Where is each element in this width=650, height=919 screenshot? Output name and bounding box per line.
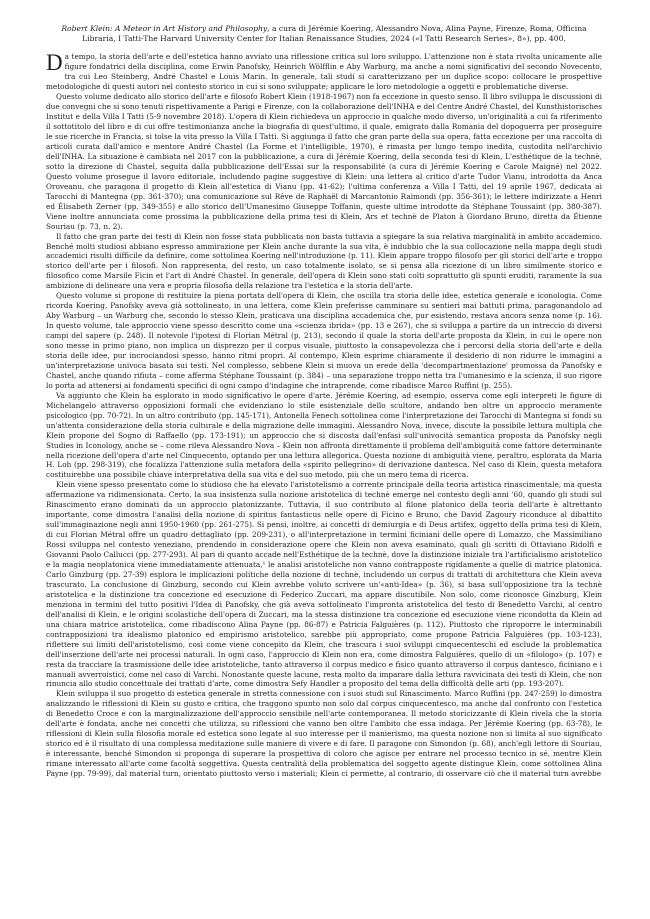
paragraph-2: Questo volume dedicato allo storico dell'arte e filosofo Robert Klein (1918-1967) non fa eccezione in questo senso. Il libro sviluppa le discussioni di due convegni che si sono tenuti rispettivamente a Parigi e Firenze, con la collaborazione dell'INHA e del Centre André Chastel, del Kunsthistorisches Institut e della Villa I Tatti (5-9 novembre 2018). L'opera di Klein richiedeva un approccio in qualche modo diverso, un'originalità a cui fa riferimento il sottotitolo del libro e di cui offre testimonianza anche la biografia di quest'ultimo, il quale, emigrato dalla Romania del dopoguerra per proseguire le sue ricerche in Francia, si tolse la vita presso la Villa I Tatti. Si aggiunga il fatto che gran parte della sua opera, fatta eccezione per una raccolta di articoli curata dall'amico e mentore André Chastel (La Forme et l'intelligible, 1970), è rimasta per lungo tempo inedita, custodita nell'archivio dell'INHA. La situazione è cambiata nel 2017 con la pubblicazione, a cura di Jérémie Koering, della seconda tesi di Klein, L'esthétique de la technè, sotto la direzione di Chastel, seguita dalla pubblicazione dell'Essai sur la responsabilité (a cura di Jérémie Koering e Carole Maigné) nel 2022. Questo volume prosegue il lavoro editoriale, includendo pagine suggestive di Klein: una lettera al critico d'arte Tudor Vianu, introdotta da Anca Oroveanu, che paragona il progetto di Klein all'estetica di Vianu (pp. 41-62); l'ultima conferenza a Villa I Tatti, del 19 aprile 1967, dedicata ai Tarocchi di Mantegna (pp. 361-370); una comunicazione sul Rêve de Raphaël di Marcantonio Raimondi (pp. 356-361); le lettere indirizzate a Henri ed Élisabeth Zerner (pp. 349-355) e allo storico dell'Umanesimo Giuseppe Toffanin, queste ultime introdotte da Stéphane Toussaint (pp. 380-387). Viene inoltre annunciata come prossima la pubblicazione della prima tesi di Klein, Ars et technè de Platon à Giordano Bruno, diretta da Étienne Souriau (p. 73, n. 2). xyxy=(46,92,602,231)
paragraph-6: Klein viene spesso presentato come lo studioso che ha elevato l'aristotelismo a corrente principale della teoria artistica rinascimentale, ma questa affermazione va ridimensionata. Certo, la sua insistenza sulla nozione aristotelica di technè emerge nel contesto degli anni '60, quando gli studi sul Rinascimento erano dominati da un approccio platonizzante. Tuttavia, il suo contributo al filone platonico della teoria dell'arte è altrettanto importante, come dimostra l'analisi della nozione di spiritus fantasticus nelle opere di Ficino e Bruno, che David Zagoury riconduce al dibattito sull'immaginazione negli anni 1950-1960 (pp. 261-275). Si pensi, inoltre, ai concetti di demiurgia e di Deus artifex, oggetto della prima tesi di Klein, di cui Florian Métral offre un quadro dettagliato (pp. 209-231), o all'interpretazione in termini ficiniani delle opere di Lomazzo, che Massimiliano Rossi sviluppa nel contesto veneziano, prendendo in considerazione opere che Klein non aveva esaminato, quali gli scritti di Ottaviano Ridolfi e Giovanni Paolo Callucci (pp. 277-293). Al pari di quanto accade nell'Esthétique de la technè, dove la distinzione iniziale tra l'artificialismo aristotelico e la magia neoplatonica viene immediatamente attenuata,¹ le analisi aristoteliche non vanno contrapposte rigidamente a quelle di matrice platonica. Carlo Ginzburg (pp. 27-39) esplora le implicazioni politiche della nozione di technè, includendo un corpus di trattati di architettura che Klein aveva trascurato. La conclusione di Ginzburg, secondo cui Klein avrebbe voluto scrivere un'«anti-Idea» (p. 36), si basa sull'opposizione tra la technè aristotelica e la distinzione tra concezione ed esecuzione di Federico Zuccari, ma appare discutibile. Non solo, come riconosce Ginzburg, Klein menziona in termini del tutto positivi l'Idea di Panofsky, che già aveva sottolineato l'impronta aristotelica del testo di Benedetto Varchi, al centro dell'analisi di Klein, e le origini scolastiche dell'opera di Zuccari, ma la stessa distinzione tra concezione ed esecuzione viene ricondotta da Klein ad una chiara matrice aristotelica, come ribadiscono Alina Payne (pp. 86-87) e Patricia Falguières (p. 112). Piuttosto che riproporre le interminabili contrapposizioni tra idealismo platonico ed empirismo aristotelico, sarebbe più appropriato, come propone Patricia Falguières (pp. 103-123), riflettere sui limiti dell'aristotelismo, così come viene concepito da Klein, che trascura i suoi sviluppi cinquecenteschi ed esclude la problematica dell'inserzione dell'arte nei processi naturali. In ogni caso, l'approccio di Klein non era, come dimostra Falguières, quello di un «filologo» (p. 107) e resta da tracciare la trasmissione delle idee aristoteliche, tanto attraverso il corpus medico e fisico quanto attraverso il corpus dantesco, ficiniano e i manuali avverroistici, come nel caso di Varchi. Nonostante queste lacune, resta molto da imparare dalla lettura ravvicinata dei testi di Klein, che non rinuncia allo studio concettuale dei trattati d'arte, come dimostra Sefy Handler a proposito del tema della difficoltà delle arti (pp. 193-207). xyxy=(46,480,602,689)
paragraph-1 xyxy=(46,52,602,92)
paragraph-4: Questo volume si propone di restituire la piena portata dell'opera di Klein, che oscilla tra storia delle idee, estetica generale e iconologia. Come ricorda Koering, Panofsky aveva già sottolineato, in una lettera, come Klein preferisse camminare su sentieri mai battuti prima, paragonandolo ad Aby Warburg – un Warburg che, secondo lo stesso Klein, praticava una disciplina accademica che, pur esistendo, restava ancora senza nome (p. 16). In questo volume, tale approccio viene spesso descritto come una «scienza ibrida» (pp. 13 e 267), che si sviluppa a partire da un intreccio di diversi campi del sapere (p. 248). Il notevole l'ipotesi di Florian Métral (p. 213), secondo il quale la storia dell'arte proposta da Klein, in cui le opere non sono messe in primo piano, non implica un disprezzo per il corpus visuale, piuttosto la consapevolezza che i percorsi della storia dell'arte e della storia delle idee, pur incrociandosi spesso, hanno ritmi propri. Al contempo, Klein esprime chiaramente il desiderio di non ridurre le immagini a un'interpretazione univoca basata sui testi. Nel complesso, sebbene Klein si muova un erede della 'decompartmentazione' promossa da Panofsky e Chastel, anche quando rifiuta – come afferma Stéphane Toussaint (p. 384) – una separazione troppo netta tra l'umanesimo e la scienza, il suo rigore lo porta ad attenersi ai fondamenti specifici di ogni campo d'indagine che intraprende, come ribadisce Marco Ruffini (p. 255). xyxy=(46,291,602,390)
book-title: Robert Klein: A Meteor in Art History and Philosophy xyxy=(61,24,268,33)
book-details: , a cura di Jérémie Koering, Alessandro Nova, Alina Payne, Firenze, Roma, Officina Libraria, I Tatti-The Harvard University Center for Italian Renaissance Studies, 2024 («I Tatti Research Series», 8»), pp. 400. xyxy=(82,24,587,44)
paragraph-3: Il fatto che gran parte dei testi di Klein non fosse stata pubblicata non basta tuttavia a spiegare la sua relativa marginalità in ambito accademico. Benché molti studiosi abbiano espresso ammirazione per Klein anche durante la sua vita, è indubbio che la sua collocazione nella mappa degli studi accademici risulti difficile da definire, come sottolinea Koering nell'introduzione (p. 11). Klein appare troppo filosofo per gli storici dell'arte e troppo storico dell'arte per i filosofi. Non rappresenta, del resto, un caso totalmente isolato, se si pensa alla ricezione di un libro similmente storico e filosofico come Marsile Ficin et l'art di André Chastel. In generale, dell'opera di Klein sono stati colti soprattutto gli spunti eruditi, raramente la sua ambizione di delineare una vera e propria filosofia della relazione tra l'estetica e la storia dell'arte. xyxy=(46,231,602,291)
paragraph-1-text: a tempo, la storia dell'arte e dell'estetica hanno avviato una riflessione critica sul loro sviluppo. L'attenzione non è stata rivolta unicamente alle figure fondatrici della disciplina, come Erwin Panofsky, Heinrich Wölfflin e Aby Warburg, ma anche a nomi significativi del secondo Novecento, tra cui Leo Steinberg, André Chastel e Louis Marin. In generale, tali studi si caratterizzano per un duplice scopo: collocare le prospettive metodologiche di questi autori nel contesto storico in cui si sono sviluppate; applicare le loro metodologie a oggetti e problematiche diverse. xyxy=(46,52,602,92)
review-page xyxy=(46,24,602,779)
paragraph-5: Va aggiunto che Klein ha esplorato in modo significativo le opere d'arte. Jérémie Koering, ad esempio, osserva come egli interpreti le figure di Michelangelo attraverso opposizioni formali che evidenziano lo stile esistenziale dello scultore, andando ben oltre un approccio meramente psicologico (pp. 70-72). In un altro contributo (pp. 145-171), Antonella Fenech sottolinea come l'interpretazione dei Tarocchi di Mantegna si fondi su un'attenta considerazione della storia culturale e della migrazione delle immagini. Alessandro Nova, invece, discute la possibile lettura multipla che Klein propone del Sogno di Raffaello (pp. 173-191); un approccio che si discosta dall'enfasi sull'univocità semantica proposta da Panofsky negli Studies in Iconology, anche se – come rileva Alessandro Nova – Klein non affronta direttamente il problema dell'ambiguità come fattore determinante nella ricezione dell'opera d'arte nel Cinquecento, optando per una lettura allegorica. Questa nozione di ambiguità viene, peraltro, esplorata da Maria H. Loh (pp. 298-319), che focalizza l'attenzione sulla metafora della «spirito pellegrino» di derivazione dantesca. Nel caso di Klein, questa metafora costituirebbe una possibile chiave interpretativa della sua vita e del suo metodo, più che un mero tema di ricerca. xyxy=(46,390,602,480)
drop-cap: D xyxy=(46,50,63,76)
paragraph-7: Klein sviluppa il suo progetto di estetica generale in stretta connessione con i suoi studi sul Rinascimento. Marco Ruffini (pp. 247-259) lo dimostra analizzando le riflessioni di Klein su gusto e critica, che traggono spunto non solo dal corpus cinquecentesco, ma anche dal confronto con l'estetica di Benedetto Croce e con la marginalizzazione dell'approccio sensibile nell'arte contemporanea. Il metodo storicizzante di Klein rivela che la storia dell'arte è fondata, anche nei concetti che utilizza, su riflessioni che vanno ben oltre l'ambito che essa indaga. Per Jérémie Koering (pp. 63-78), le riflessioni di Klein sulla filosofia morale ed estetica sono legate al suo interesse per il manierismo, ma questa nozione non si limita al suo significato storico ed è il risultato di una complessa meditazione sulle maniere di vivere e di fare. Il paragone con Simondon (p. 68), anch'egli lettore di Souriau, è interessante, benché Simondon si proponga di superare la prospettiva di coloro che agisce per entrare nel processo tecnico in sé, mentre Klein rimane interessato all'arte come facoltà soggettiva. Questa centralità della problematica del soggetto agente distingue Klein, come sottolinea Alina Payne (pp. 79-99), dal material turn, orientato piuttosto verso i materiali; Klein ci permette, al contrario, di osservare ciò che il material turn avrebbe xyxy=(46,689,602,779)
bibliographic-header xyxy=(46,24,602,44)
